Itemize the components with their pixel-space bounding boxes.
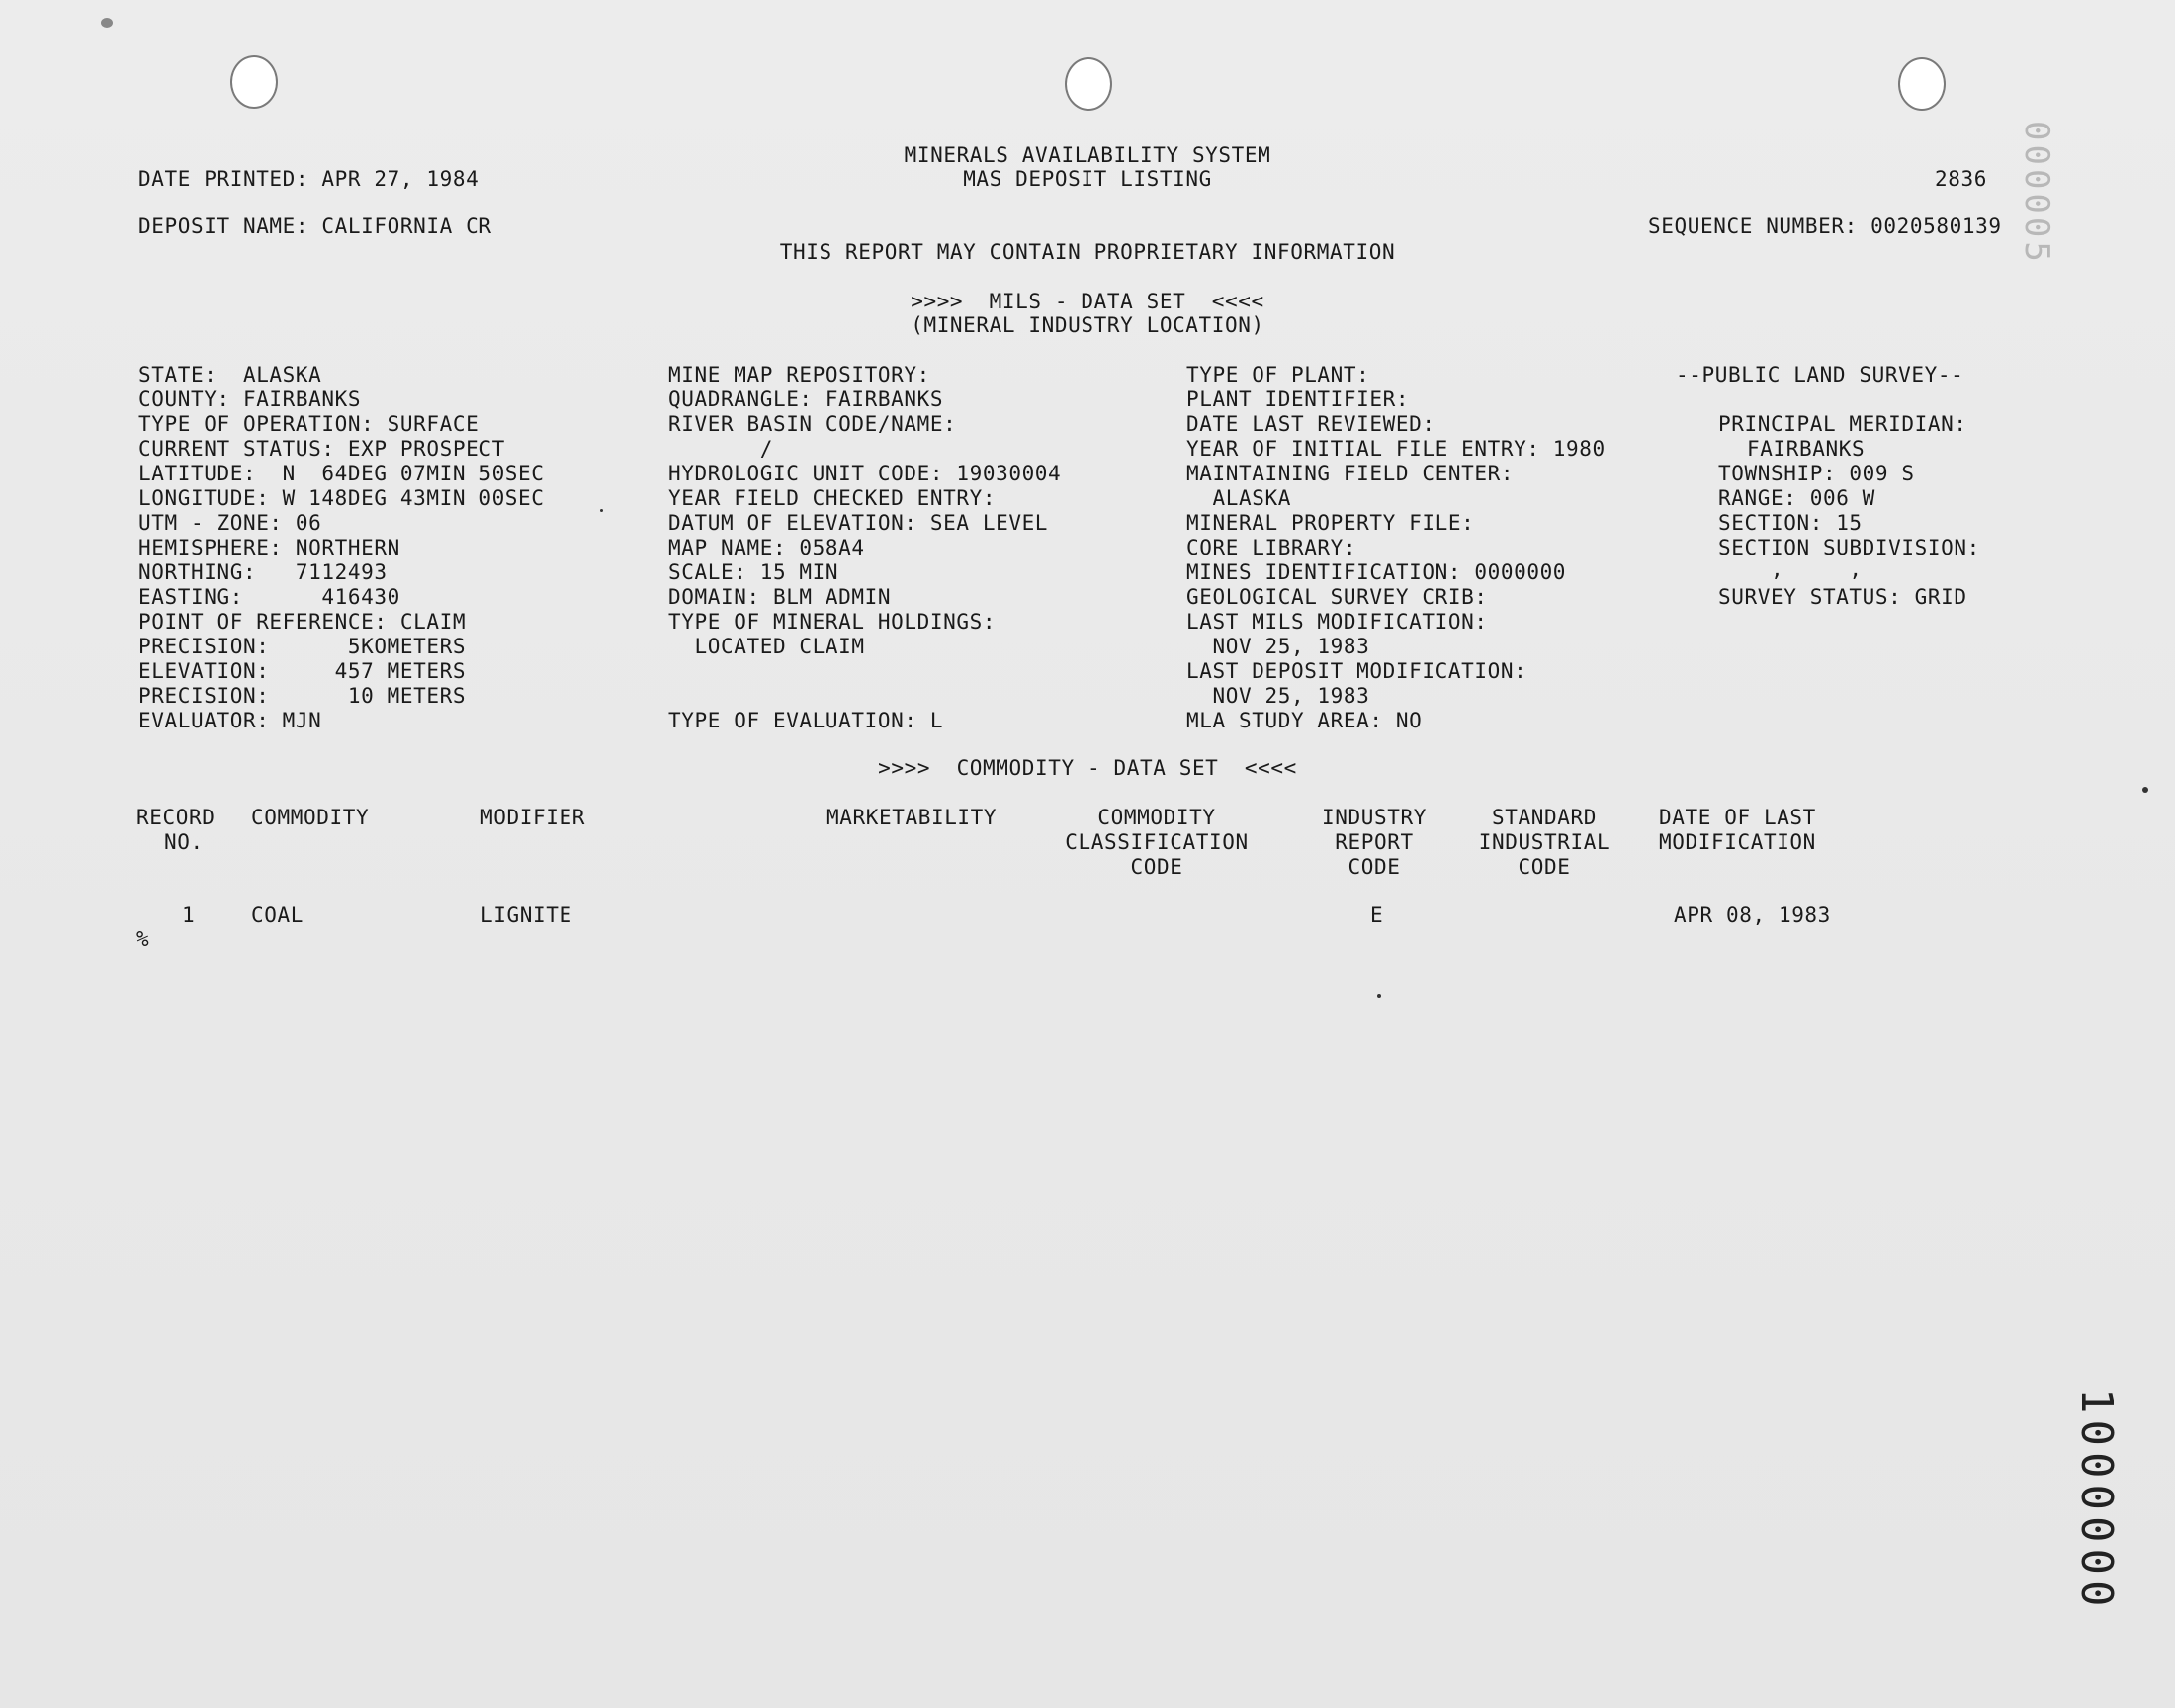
principal-meridian-value: FAIRBANKS	[1747, 437, 1866, 461]
survey-status: SURVEY STATUS: GRID	[1718, 585, 1967, 609]
map-column	[668, 363, 1061, 659]
date-printed: DATE PRINTED: APR 27, 1984	[138, 167, 479, 191]
field-line: NORTHING: 7112493	[138, 560, 388, 584]
binder-hole-center	[1065, 57, 1112, 111]
subdivision-commas: , ,	[1718, 557, 1863, 581]
row-industry-code: E	[1370, 903, 1384, 927]
plant-column	[1186, 363, 1606, 733]
header-record: NO.	[164, 830, 204, 854]
field-line: HEMISPHERE: NORTHERN	[138, 536, 400, 559]
field-line: LONGITUDE: W 148DEG 43MIN 00SEC	[138, 486, 545, 510]
location-column	[138, 363, 545, 733]
field-line: NOV 25, 1983	[1186, 635, 1370, 658]
field-line: CORE LIBRARY:	[1186, 536, 1357, 559]
section-subdivision: SECTION SUBDIVISION:	[1718, 536, 1980, 559]
field-line: COUNTY: FAIRBANKS	[138, 387, 362, 411]
header-date: DATE OF LAST	[1659, 806, 1816, 829]
header-marketability: MARKETABILITY	[826, 806, 998, 829]
field-line: TYPE OF MINERAL HOLDINGS:	[668, 610, 997, 634]
field-line: POINT OF REFERENCE: CLAIM	[138, 610, 467, 634]
field-line: LAST MILS MODIFICATION:	[1186, 610, 1488, 634]
field-line: ALASKA	[1186, 486, 1291, 510]
field-line: LATITUDE: N 64DEG 07MIN 50SEC	[138, 462, 545, 485]
binder-hole-left	[230, 55, 278, 109]
township: TOWNSHIP: 009 S	[1718, 462, 1915, 485]
field-line: MINE MAP REPOSITORY:	[668, 363, 930, 386]
field-line: YEAR FIELD CHECKED ENTRY:	[668, 486, 997, 510]
land-survey-title: --PUBLIC LAND SURVEY--	[1676, 363, 1964, 386]
field-line: LAST DEPOSIT MODIFICATION:	[1186, 659, 1527, 683]
row-date: APR 08, 1983	[1674, 903, 1831, 927]
deposit-name: DEPOSIT NAME: CALIFORNIA CR	[138, 214, 492, 238]
system-title: MINERALS AVAILABILITY SYSTEM	[904, 143, 1271, 167]
range: RANGE: 006 W	[1718, 486, 1875, 510]
field-line: DATUM OF ELEVATION: SEA LEVEL	[668, 511, 1049, 535]
sequence-number: SEQUENCE NUMBER: 0020580139	[1648, 214, 2002, 238]
field-line: MAP NAME: 058A4	[668, 536, 865, 559]
header-sic: STANDARD	[1492, 806, 1597, 829]
field-line: YEAR OF INITIAL FILE ENTRY: 1980	[1186, 437, 1606, 461]
row-modifier: LIGNITE	[480, 903, 572, 927]
field-line: RIVER BASIN CODE/NAME:	[668, 412, 957, 436]
proprietary-notice: THIS REPORT MAY CONTAIN PROPRIETARY INFORMATION	[779, 240, 1396, 264]
listing-title: MAS DEPOSIT LISTING	[963, 167, 1212, 191]
commodity-dataset-title: >>>> COMMODITY - DATA SET <<<<	[878, 756, 1297, 780]
field-line: PRECISION: 10 METERS	[138, 684, 467, 708]
header-industry-code: REPORT	[1335, 830, 1414, 854]
header-classification: CODE	[1130, 855, 1183, 879]
field-line: STATE: ALASKA	[138, 363, 322, 386]
field-line: HYDROLOGIC UNIT CODE: 19030004	[668, 462, 1062, 485]
field-line: MLA STUDY AREA: NO	[1186, 709, 1423, 732]
header-sic: INDUSTRIAL	[1478, 830, 1610, 854]
field-line: EVALUATOR: MJN	[138, 709, 322, 732]
margin-bleed-number: 000005	[2017, 121, 2056, 266]
speck	[1377, 994, 1381, 998]
speck	[101, 18, 113, 28]
field-line: SCALE: 15 MIN	[668, 560, 839, 584]
row-commodity: COAL	[251, 903, 304, 927]
type-of-evaluation: TYPE OF EVALUATION: L	[668, 709, 944, 732]
row-record: 1	[182, 903, 196, 927]
field-line: CURRENT STATUS: EXP PROSPECT	[138, 437, 505, 461]
section: SECTION: 15	[1718, 511, 1863, 535]
end-mark: %	[136, 927, 150, 951]
header-record: RECORD	[136, 806, 216, 829]
field-line: MINERAL PROPERTY FILE:	[1186, 511, 1475, 535]
header-commodity: COMMODITY	[251, 806, 370, 829]
field-line: LOCATED CLAIM	[668, 635, 865, 658]
header-modifier: MODIFIER	[480, 806, 585, 829]
header-sic: CODE	[1518, 855, 1571, 879]
header-industry-code: CODE	[1348, 855, 1401, 879]
principal-meridian-label: PRINCIPAL MERIDIAN:	[1718, 412, 1967, 436]
mils-dataset-subtitle: (MINERAL INDUSTRY LOCATION)	[911, 313, 1264, 337]
header-classification: COMMODITY	[1097, 806, 1216, 829]
field-line: NOV 25, 1983	[1186, 684, 1370, 708]
field-line: MINES IDENTIFICATION: 0000000	[1186, 560, 1567, 584]
header-industry-code: INDUSTRY	[1322, 806, 1427, 829]
page-number: 2836	[1935, 167, 1987, 191]
field-line: GEOLOGICAL SURVEY CRIB:	[1186, 585, 1488, 609]
field-line: QUADRANGLE: FAIRBANKS	[668, 387, 944, 411]
field-line: DOMAIN: BLM ADMIN	[668, 585, 892, 609]
field-line: PRECISION: 5KOMETERS	[138, 635, 467, 658]
mils-dataset-title: >>>> MILS - DATA SET <<<<	[911, 290, 1264, 313]
margin-stamp-number: 1000000	[2071, 1388, 2122, 1613]
field-line: EASTING: 416430	[138, 585, 400, 609]
header-date: MODIFICATION	[1659, 830, 1816, 854]
field-line: TYPE OF OPERATION: SURFACE	[138, 412, 479, 436]
binder-hole-right	[1898, 57, 1946, 111]
field-line: DATE LAST REVIEWED:	[1186, 412, 1436, 436]
field-line: /	[668, 437, 773, 461]
header-classification: CLASSIFICATION	[1065, 830, 1249, 854]
speck	[600, 509, 603, 512]
field-line: MAINTAINING FIELD CENTER:	[1186, 462, 1515, 485]
speck	[2142, 787, 2148, 793]
field-line: TYPE OF PLANT:	[1186, 363, 1370, 386]
field-line: UTM - ZONE: 06	[138, 511, 322, 535]
field-line: PLANT IDENTIFIER:	[1186, 387, 1410, 411]
field-line: ELEVATION: 457 METERS	[138, 659, 467, 683]
